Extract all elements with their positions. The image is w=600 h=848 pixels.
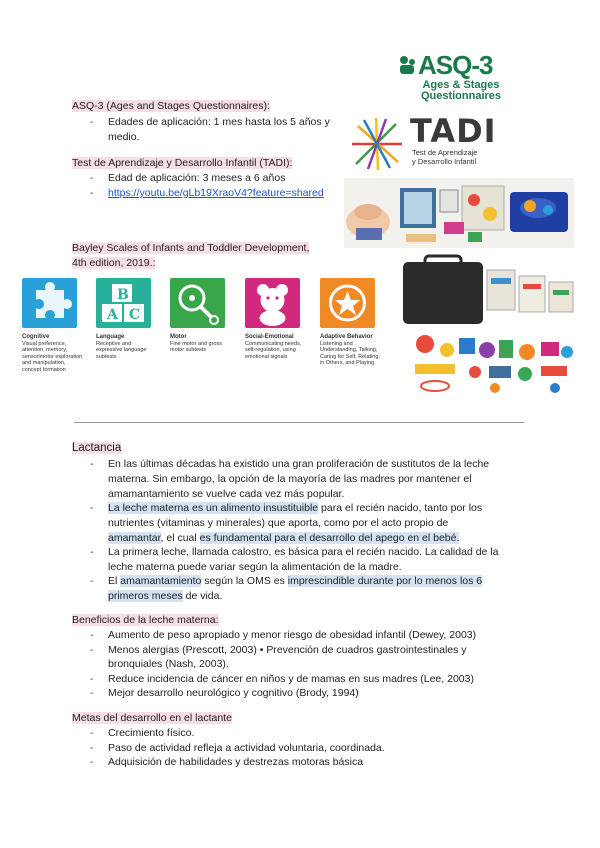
bullet-dash: - [90,116,94,128]
lactancia-p3-line-2: leche materna puede variar según la alimentación de la madre. [108,561,402,573]
tadi-logo-sub [412,148,477,166]
tadi-logo-sub-1: Test de Aprendizaje [412,148,478,157]
rattle-icon [170,278,225,328]
bullet-dash: - [90,187,94,199]
bayley-caption-social [245,334,307,360]
bayley-heading-2 [72,256,155,271]
lactancia-p1-line-3: amamantamiento se vuelve cada vez más popular. [108,488,345,500]
lactancia-p1-line-1: En las últimas décadas ha existido una gran proliferación de sustitutos de la leche [108,458,490,470]
svg-text:B: B [117,287,129,303]
lactancia-p4-line-2 [108,589,528,604]
asq-logo-text: ASQ-3 [418,50,493,80]
bullet-dash: - [90,502,94,514]
metas-item-2: Paso de actividad refleja a actividad voluntaria, coordinada. [108,742,385,754]
bayley-tile-name: Social-Emotional [245,334,294,340]
metas-heading [72,711,232,726]
abc-blocks-icon [96,278,151,328]
bayley-tile-desc: Listening and Understanding, Talking, Caring for Self, Relating, in Others, and Playing [320,340,380,366]
asq-figure-icon [396,54,418,76]
lactancia-heading [72,441,121,456]
bayley-caption-language [96,334,158,360]
lactancia-heading-text: Lactancia [72,442,122,454]
bayley-tile-name: Adaptive Behavior [320,334,373,340]
beneficios-item-2-cont: bronquiales (Nash, 2003). [108,658,229,670]
bayley-tile-name: Motor [170,334,187,340]
highlight-text: es fundamental para el desarrollo del apego en el bebé. [199,532,460,544]
bayley-tile-desc: Fine motor and gross motor subtests [170,340,222,353]
bayley-tile-desc: Visual preference, attention, memory, sensorimotor exploration and manipulation, concept formation [22,340,83,373]
bayley-tile-desc: Receptive and expressive language subtests [96,340,147,360]
metas-heading-text: Metas del desarrollo en el lactante [72,712,232,724]
asq-item-2: medio. [108,131,140,143]
bullet-dash: - [90,172,94,184]
svg-text:C: C [129,307,141,323]
star-ball-icon [320,278,375,328]
highlight-text: primeros meses [108,590,183,602]
highlight-text: amamantar [108,532,161,544]
puzzle-icon [22,278,77,328]
bullet-dash: - [90,673,94,685]
beneficios-item-4: Mejor desarrollo neurológico y cognitivo (Brody, 1994) [108,687,359,699]
metas-item-3: Adquisición de habilidades y destrezas motoras básica [108,756,364,768]
asq-heading [72,99,270,114]
bayley-kit-photo [395,252,580,397]
tadi-item-1: Edad de aplicación: 3 meses a 6 años [108,172,286,184]
beneficios-heading [72,613,219,628]
tadi-logo-sub-2: y Desarrollo Infantil [412,157,477,166]
beneficios-heading-text: Beneficios de la leche materna: [72,614,219,626]
bullet-dash: - [90,575,94,587]
bullet-dash: - [90,756,94,768]
asq-logo-sub: Ages & Stages Questionnaires [420,79,502,102]
lactancia-p3-line-1: La primera leche, llamada calostro, es básica para el recién nacido. La calidad de la [108,546,499,558]
asq-logo [396,50,556,110]
bullet-dash: - [90,458,94,470]
bayley-heading-line-2: 4th edition, 2019.: [72,257,156,269]
tadi-kit-photo [344,178,574,248]
lactancia-p4-line-1 [108,574,528,589]
svg-text:A: A [107,307,118,323]
highlight-text: imprescindible durante por lo menos los 6 [287,575,483,587]
bayley-caption-cognitive [22,334,84,373]
bullet-dash: - [90,629,94,641]
bullet-dash: - [90,742,94,754]
beneficios-item-3: Reduce incidencia de cáncer en niños y de mamas en sus madres (Lee, 2003) [108,673,474,685]
lactancia-p1-line-2: materna. Sin embargo, la opción de la mayoría de las madres por mantener el [108,473,472,485]
beneficios-item-2: Menos alergias (Prescott, 2003) • Prevención de cuadros gastrointestinales y [108,644,467,656]
bayley-heading-line-1: Bayley Scales of Infants and Toddler Development, [72,242,310,254]
metas-item-1: Crecimiento físico. [108,727,195,739]
tadi-video-link[interactable]: https://youtu.be/gLb19XraoV4?feature=shared [108,187,324,199]
bayley-caption-motor [170,334,232,354]
lactancia-p2-line-3 [108,531,528,546]
tadi-star-icon [346,114,408,174]
asq-item-1: Edades de aplicación: 1 mes hasta los 5 años y [108,116,330,128]
bayley-caption-adaptive [320,334,382,367]
highlight-text: amamantamiento [120,575,202,587]
teddy-bear-icon [245,278,300,328]
asq-heading-text: ASQ-3 (Ages and Stages Questionnaires): [72,100,270,112]
plain-text: de vida. [182,590,223,602]
bayley-heading [72,241,309,256]
lactancia-p2-line-1 [108,501,528,516]
plain-text: , el cual [160,532,200,544]
tadi-heading-text: Test de Aprendizaje y Desarrollo Infantil (TADI): [72,157,293,169]
beneficios-item-1: Aumento de peso apropiado y menor riesgo de obesidad infantil (Dewey, 2003) [108,629,477,641]
bullet-dash: - [90,546,94,558]
bayley-tile-name: Language [96,334,125,340]
plain-text: para el recién nacido, tanto por los [318,502,483,514]
bullet-dash: - [90,687,94,699]
tadi-logo-word: TADI [410,112,497,150]
section-divider [74,422,524,423]
plain-text: según la OMS es [201,575,288,587]
lactancia-p2-line-2: nutrientes (vitaminas y minerales) que aporta, como por el acto propio de [108,517,449,529]
plain-text: El [108,575,121,587]
bullet-dash: - [90,644,94,656]
bayley-tile-desc: Communicating needs, self-regulation, using emotional signals [245,340,302,360]
bullet-dash: - [90,727,94,739]
highlight-text: La leche materna es un alimento insustituible [108,502,319,514]
bayley-tile-name: Cognitive [22,334,50,340]
tadi-heading [72,156,292,171]
